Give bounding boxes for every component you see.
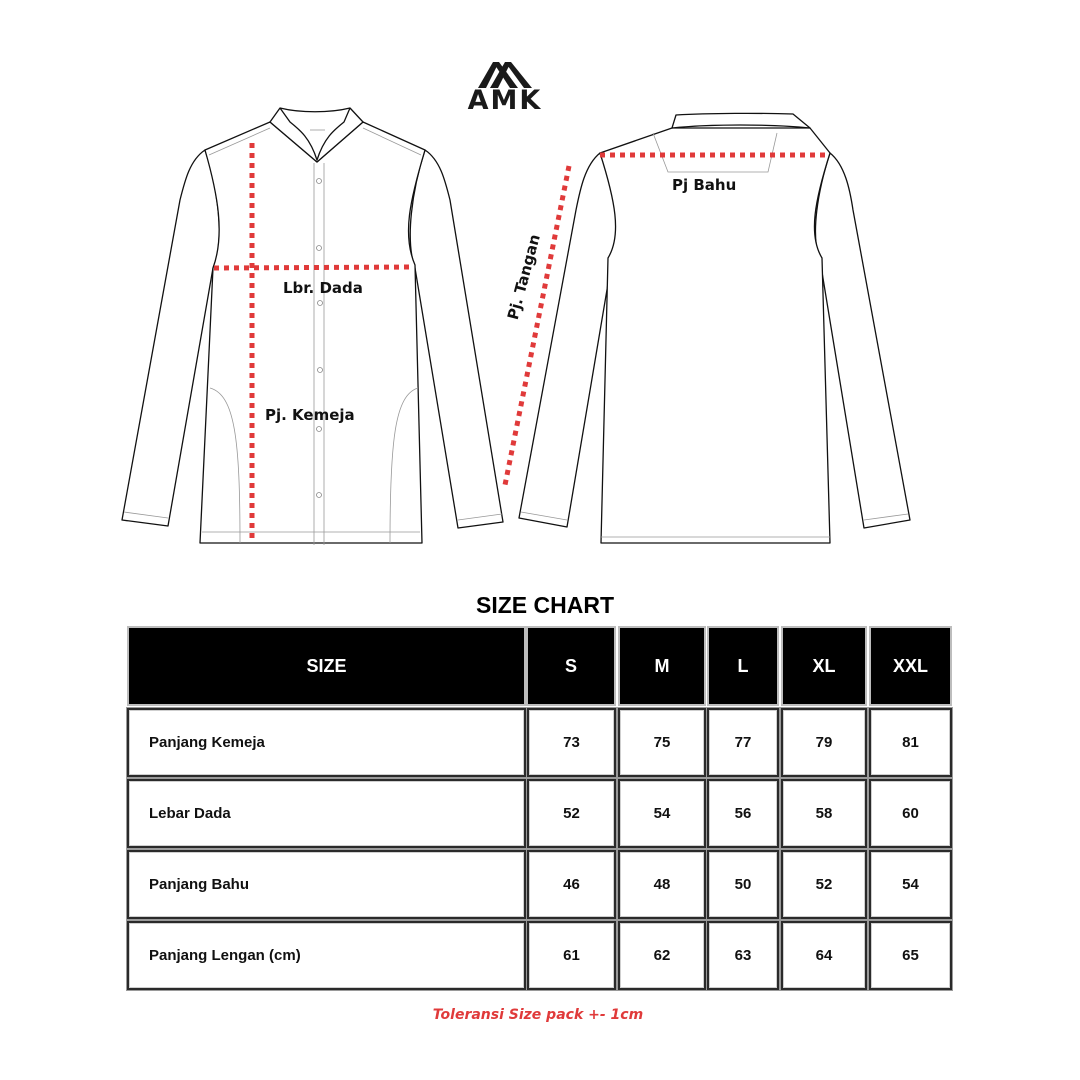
cell-value: 65 <box>869 921 952 990</box>
brand-name: AMK <box>467 85 543 116</box>
cell-value: 54 <box>618 779 706 848</box>
cell-value: 81 <box>869 708 952 777</box>
cell-value: 60 <box>869 779 952 848</box>
front-right-sleeve <box>410 150 503 528</box>
cell-value: 52 <box>527 779 616 848</box>
cell-value: 58 <box>781 779 867 848</box>
header-cell-size: SIZE <box>127 626 526 706</box>
cell-value: 64 <box>781 921 867 990</box>
cell-value: 79 <box>781 708 867 777</box>
cell-value: 77 <box>707 708 779 777</box>
label-sleeve-length: Pj. Tangan <box>503 232 544 322</box>
header-cell-l: L <box>707 626 779 706</box>
label-shirt-length: Pj. Kemeja <box>265 406 355 424</box>
label-chest-width: Lbr. Dada <box>283 279 363 297</box>
row-label-panjang-bahu: Panjang Bahu <box>127 850 526 919</box>
cell-value: 50 <box>707 850 779 919</box>
cell-value: 63 <box>707 921 779 990</box>
row-label-panjang-lengan: Panjang Lengan (cm) <box>127 921 526 990</box>
row-label-lebar-dada: Lebar Dada <box>127 779 526 848</box>
header-cell-xl: XL <box>781 626 867 706</box>
back-collar <box>672 113 810 128</box>
back-left-sleeve <box>519 153 617 527</box>
chart-title: SIZE CHART <box>476 592 614 618</box>
cell-value: 52 <box>781 850 867 919</box>
cell-value: 61 <box>527 921 616 990</box>
cell-value: 62 <box>618 921 706 990</box>
tolerance-note: Toleransi Size pack +- 1cm <box>432 1007 644 1023</box>
header-cell-m: M <box>618 626 706 706</box>
row-label-panjang-kemeja: Panjang Kemeja <box>127 708 526 777</box>
cell-value: 48 <box>618 850 706 919</box>
cell-value: 75 <box>618 708 706 777</box>
cell-value: 73 <box>527 708 616 777</box>
header-cell-xxl: XXL <box>869 626 952 706</box>
back-right-sleeve <box>815 153 910 528</box>
cell-value: 56 <box>707 779 779 848</box>
label-shoulder-length: Pj Bahu <box>672 176 737 194</box>
cell-value: 54 <box>869 850 952 919</box>
cell-value: 46 <box>527 850 616 919</box>
header-cell-s: S <box>526 626 616 706</box>
